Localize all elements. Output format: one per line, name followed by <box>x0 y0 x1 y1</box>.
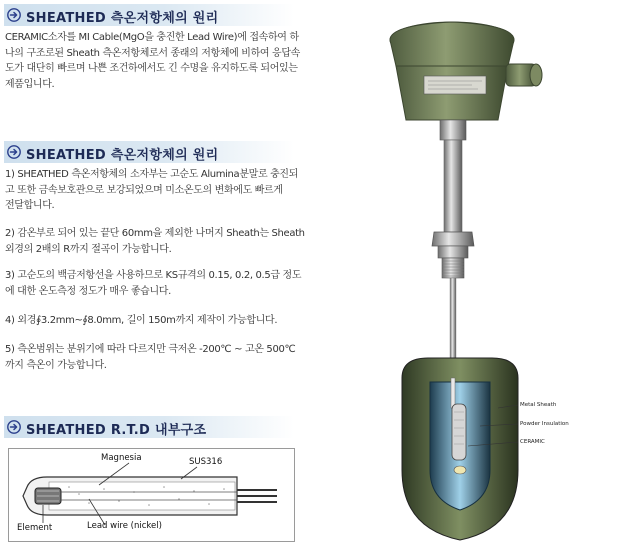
text-line: 5) 측온범위는 분위기에 따라 다르지만 극저온 -200℃ ~ 고온 500℃ <box>5 344 296 355</box>
arrow-badge-icon <box>7 145 21 159</box>
arrow-badge-icon <box>7 420 21 434</box>
section-header-principle-1 <box>4 4 294 26</box>
text-line: CERAMIC소자를 MI Cable(MgO을 충진한 Lead Wire)에 접속하여 하 <box>5 32 299 43</box>
intro-paragraph <box>5 30 300 92</box>
section-title: SHEATHED 측온저항체의 원리 <box>26 11 219 26</box>
feature-item-4 <box>5 313 295 329</box>
label-sus316: SUS316 <box>189 457 223 467</box>
text-line: 도가 대단히 빠르며 나쁜 조건하에서도 긴 수명을 유지하도록 되어있는 <box>5 63 298 74</box>
text-line: 나의 구조로된 Sheath 측온저항체로서 종래의 저항체에 비하여 응답속 <box>5 47 300 59</box>
text-column <box>0 0 305 546</box>
sheathed-rtd-sensor-image <box>302 0 620 546</box>
label-magnesia: Magnesia <box>101 453 142 463</box>
section-title: SHEATHED R.T.D 내부구조 <box>26 423 207 438</box>
text-line: 전달합니다. <box>5 200 55 211</box>
text-line: 고 또한 금속보호관으로 보강되었으며 미소온도의 변화에도 빠르게 <box>5 184 283 196</box>
text-line: 외경의 2배의 R까지 절곡이 가능합니다. <box>5 243 172 255</box>
text-line: 에 대한 온도측정 정도가 매우 좋습니다. <box>5 285 171 297</box>
label-lead-wire: Lead wire (nickel) <box>87 521 162 531</box>
feature-item-1 <box>5 167 299 214</box>
text-line: 1) SHEATHED 측온저항체의 소자부는 고순도 Alumina분말로 충진되 <box>5 169 299 180</box>
label-powder-insulation: Powder Insulation <box>520 421 569 427</box>
text-line: 2) 감온부로 되어 있는 끝단 60mm을 제외한 나머지 Sheath는 Sheath <box>5 228 305 239</box>
feature-item-3 <box>5 268 302 299</box>
label-ceramic: CERAMIC <box>520 439 545 445</box>
section-title: SHEATHED 측온저항체의 원리 <box>26 148 219 163</box>
section-header-principle-2 <box>4 141 294 163</box>
label-metal-sheath: Metal Sheath <box>520 402 557 408</box>
text-line: 3) 고순도의 백금저항선을 사용하므로 KS규격의 0.15, 0.2, 0.5급 정도 <box>5 270 302 281</box>
section-header-structure <box>4 416 294 438</box>
feature-item-2 <box>5 226 305 257</box>
rtd-structure-diagram <box>8 448 295 542</box>
feature-item-5 <box>5 342 295 373</box>
text-line: 제품입니다. <box>5 78 55 90</box>
product-illustration <box>302 0 620 546</box>
label-element: Element <box>17 523 53 533</box>
text-line: 까지 측온이 가능합니다. <box>5 359 107 371</box>
arrow-badge-icon <box>7 8 21 22</box>
text-line: 4) 외경∮3.2mm~∮8.0mm, 길이 150m까지 제작이 가능합니다. <box>5 315 278 326</box>
